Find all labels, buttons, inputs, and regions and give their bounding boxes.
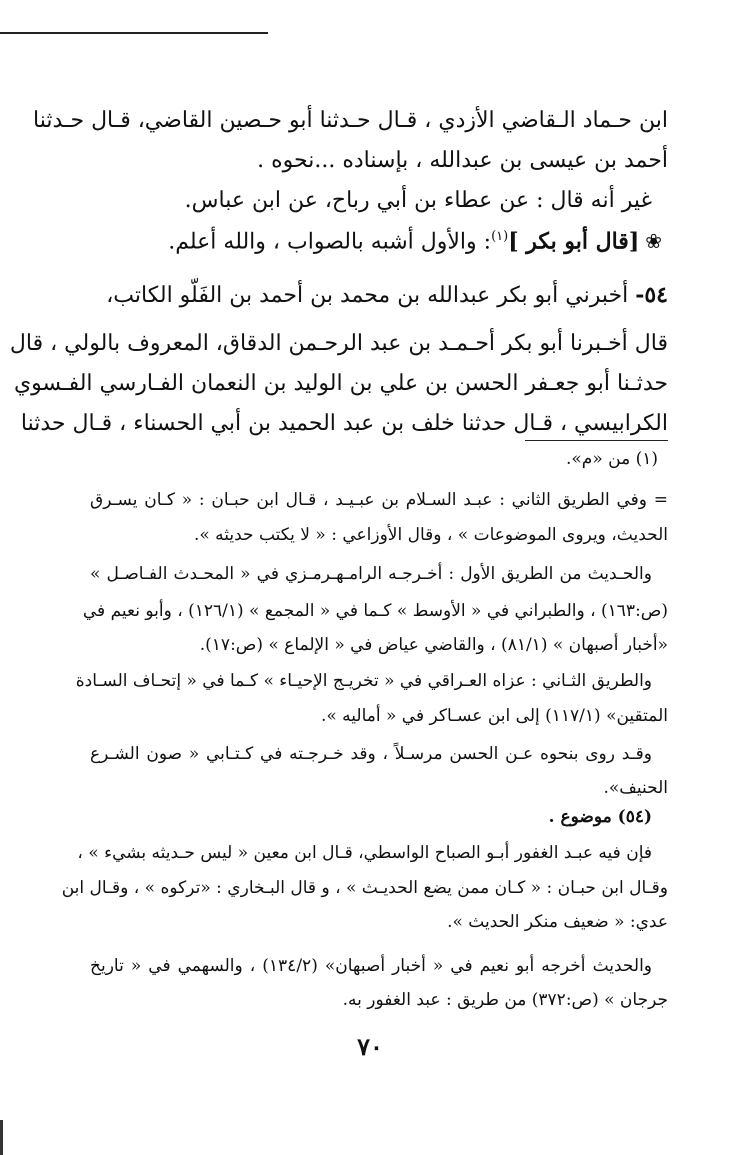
- main-line: غير أنه قال : عن عطاء بن أبي رباح، عن ابن عباس.: [184, 188, 652, 213]
- note-line: وقـد روى بنحوه عـن الحسن مرسـلاً ، وقد خـرجـته في كـتـابي « صون الشـرع: [90, 744, 652, 764]
- page-number: ٧٠: [357, 1032, 383, 1061]
- flower-ornament-icon: ❀: [645, 229, 662, 254]
- page-edge-mark: [0, 1120, 3, 1155]
- note-line: الحنيف».: [603, 778, 668, 798]
- note-line: جرجان » (ص:٣٧٢) من طريق : عبد الغفور به.: [342, 990, 668, 1010]
- hadith-number: ٥٤-: [635, 282, 668, 308]
- note-line: والحديث أخرجه أبو نعيم في « أخبار أصبهان» (١٣٤/٢) ، والسهمي في « تاريخ: [90, 956, 652, 976]
- hadith-heading: [90, 284, 668, 307]
- speaker-label: [قال أبو بكر ]: [508, 228, 640, 255]
- top-rule: [0, 32, 268, 34]
- main-line: الكرابيسي ، قـال حدثنا خلف بن عبد الحميد بن أبي الحسناء ، قـال حدثنا: [20, 411, 668, 436]
- note-line: والطريق الثـاني : عزاه العـراقي في « تخريـج الإحيـاء » كـما في « إتحـاف السـادة: [75, 671, 652, 691]
- footnote-ref: (١): [491, 229, 509, 244]
- note-line: عدي: « ضعيف منكر الحديث ».: [447, 912, 668, 932]
- note-line: فإن فيه عبـد الغفور أبـو الصباح الواسطي، قـال ابن معين « ليس حـديثه بشيء » ،: [77, 843, 652, 863]
- footnote-rule: [525, 440, 668, 441]
- note-line: «أخبار أصبهان » (٨١/١) ، والقاضي عياض في « الإلماع » (ص:١٧).: [199, 635, 668, 655]
- main-line: أحمد بن عيسى بن عبدالله ، بإسناده ...نحوه .: [257, 148, 668, 173]
- main-line: حدثـنا أبو جعـفر الحسن بن علي بن الوليد بن النعمان الفـارسي الفـسوي: [13, 371, 668, 396]
- note-line: المتقين» (١١٧/١) إلى ابن عسـاكر في « أماليه ».: [320, 706, 668, 726]
- main-line: قال أخـبرنا أبو بكر أحـمـد بن عبد الرحـمن الدقاق، المعروف بالولي ، قال: [9, 331, 668, 356]
- footnote: (١) من «م».: [566, 449, 658, 469]
- hadith-chain: أخبرني أبو بكر عبدالله بن محمد بن أحمد بن الفَلّو الكاتب،: [106, 283, 629, 308]
- note-line: وقـال ابن حبـان : « كـان ممن يضع الحديـث » ، و قال البـخاري : «تركوه » ، وقـال ابن: [61, 878, 668, 898]
- note-line: الحديث، ويروى الموضوعات » ، وقال الأوزاعي : « لا يكتب حديثه ».: [193, 525, 668, 545]
- note-line: (ص:١٦٣) ، والطبراني في « الأوسط » كـما في « المجمع » (١٢٦/١) ، وأبو نعيم في: [82, 601, 668, 621]
- speaker-text: : والأول أشبه بالصواب ، والله أعلم.: [168, 229, 492, 255]
- main-line: ابن حـماد الـقاضي الأزدي ، قـال حـدثنا أبو حـصين القاضي، قـال حـدثنا: [33, 108, 668, 133]
- note-line: والحـديث من الطريق الأول : أخـرجـه الرامـهـرمـزي في « المحـدث الفـاصـل »: [90, 564, 652, 584]
- note-heading: (٥٤) موضوع .: [548, 807, 652, 827]
- note-line: = وفي الطريق الثاني : عبـد السـلام بن عبـيـد ، قـال ابن حبـان : « كـان يسـرق: [90, 490, 668, 510]
- main-line: [90, 230, 662, 253]
